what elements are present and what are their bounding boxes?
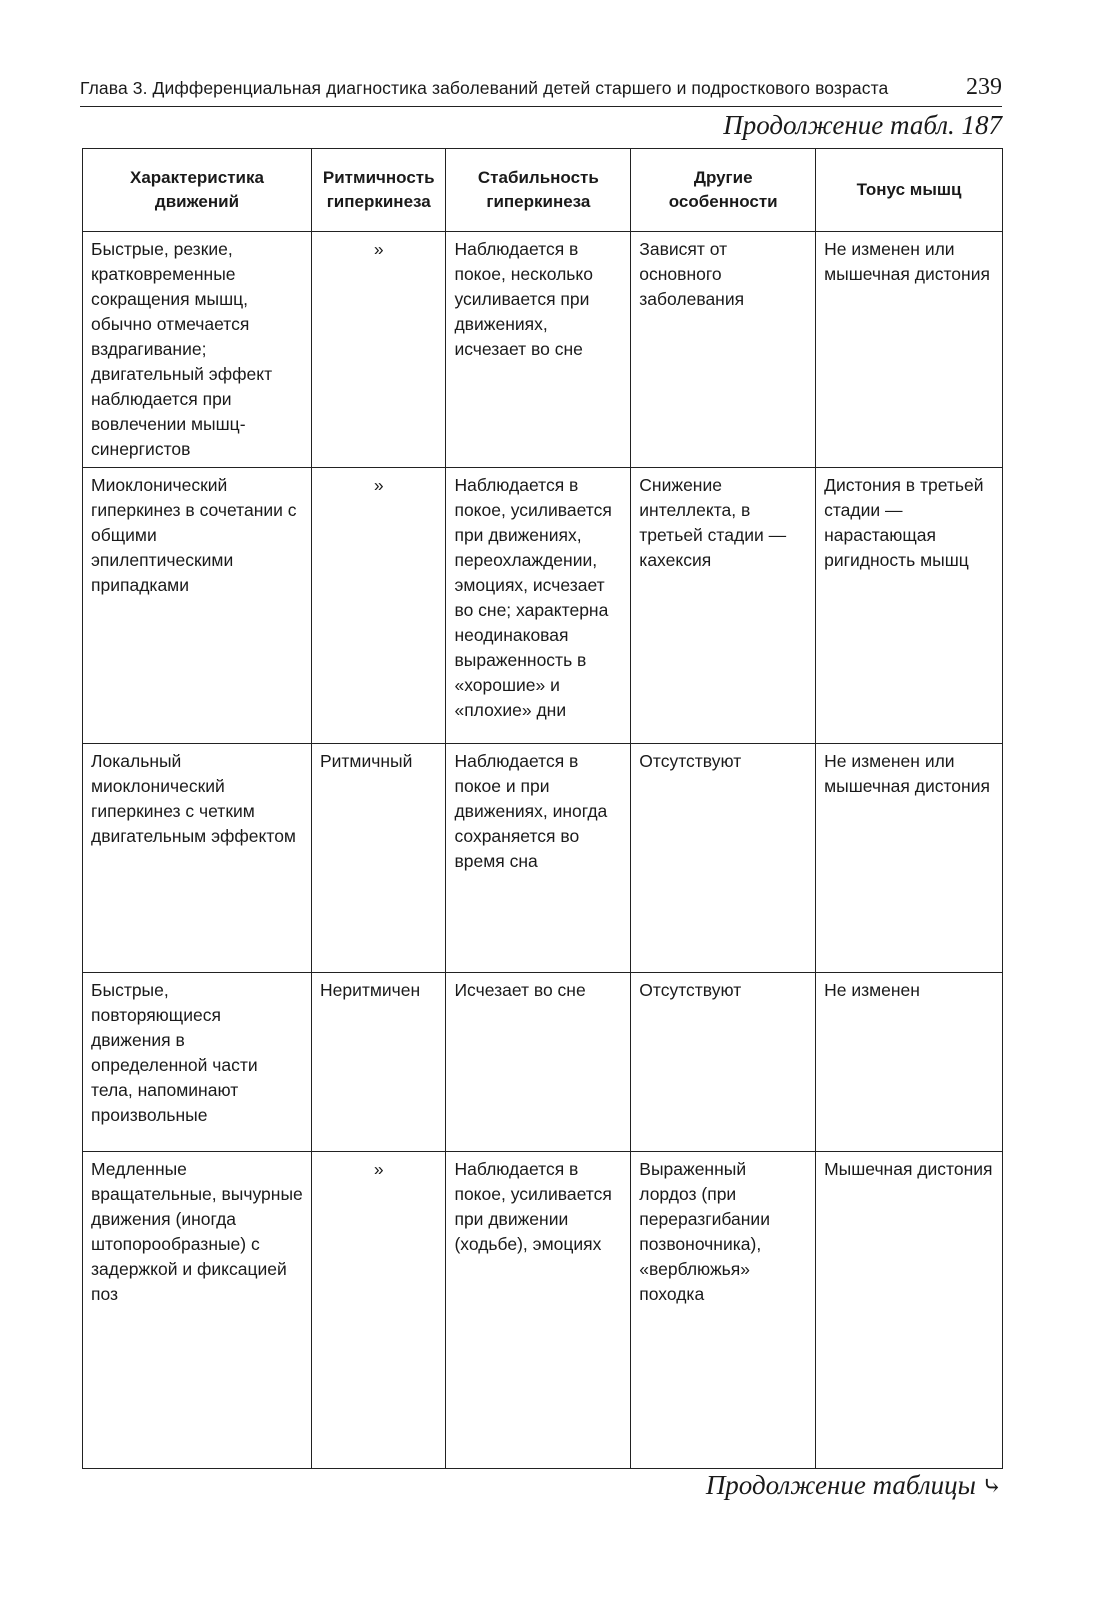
table-header-row [83,149,1003,232]
cell-other: Отсутствуют [631,973,816,1152]
cell-characteristic: Миоклонический гиперкинез в сочетании с общими эпилептическими припадками [83,468,312,744]
table-continuation-label: Продолжение табл. 187 [723,110,1002,140]
cell-stability: Наблюдается в покое, усиливается при движениях, переохлаждении, эмоциях, исчезает во сне; характерна неодинаковая выраженность в «хорошие» и «плохие» дни [446,468,631,744]
cell-other: Снижение интеллекта, в третьей стадии — кахексия [631,468,816,744]
cell-other: Зависят от основного заболевания [631,232,816,468]
table-row [83,1152,1003,1469]
page-number: 239 [966,74,1002,100]
cell-tone: Мышечная дистония [816,1152,1003,1469]
cell-rhythm: » [311,232,446,468]
table-row [83,973,1003,1152]
cell-stability: Наблюдается в покое и при движениях, иногда сохраняется во время сна [446,744,631,973]
running-head [80,72,1002,107]
diagnosis-table [82,148,1003,1469]
cell-rhythm: » [311,468,446,744]
cell-stability: Наблюдается в покое, несколько усиливается при движениях, исчезает во сне [446,232,631,468]
continuation-arrow-icon: ⤷ [981,1474,1002,1500]
column-header: Другие особенности [631,149,816,232]
cell-characteristic: Быстрые, повторяющиеся движения в определенной части тела, напоминают произвольные [83,973,312,1152]
column-header: Характеристика движений [83,149,312,232]
cell-tone: Не изменен или мышечная дистония [816,232,1003,468]
cell-other: Отсутствуют [631,744,816,973]
cell-stability: Исчезает во сне [446,973,631,1152]
chapter-title: Глава 3. Дифференциальная диагностика заболеваний детей старшего и подросткового возраста [80,78,889,98]
cell-other: Выраженный лордоз (при переразгибании позвоночника), «верблюжья» походка [631,1152,816,1469]
table-row [83,744,1003,973]
column-header: Тонус мышц [816,149,1003,232]
table-row [83,468,1003,744]
column-header: Ритмичность гиперкинеза [311,149,446,232]
cell-rhythm: Неритмичен [311,973,446,1152]
table-row [83,232,1003,468]
cell-rhythm: » [311,1152,446,1469]
table-continues-note [706,1470,1002,1501]
cell-tone: Не изменен [816,973,1003,1152]
cell-tone: Дистония в третьей стадии — нарастающая ригидность мышц [816,468,1003,744]
footer-note-text: Продолжение таблицы [705,1470,976,1500]
cell-stability: Наблюдается в покое, усиливается при движении (ходьбе), эмоциях [446,1152,631,1469]
cell-tone: Не изменен или мышечная дистония [816,744,1003,973]
cell-characteristic: Быстрые, резкие, кратковременные сокращения мышц, обычно отмечается вздрагивание; двигательный эффект наблюдается при вовлечении мышц-синергистов [83,232,312,468]
cell-characteristic: Локальный миоклонический гиперкинез с четким двигательным эффектом [83,744,312,973]
cell-rhythm: Ритмичный [311,744,446,973]
cell-characteristic: Медленные вращательные, вычурные движения (иногда штопорообразные) с задержкой и фиксацией поз [83,1152,312,1469]
column-header: Стабильность гиперкинеза [446,149,631,232]
